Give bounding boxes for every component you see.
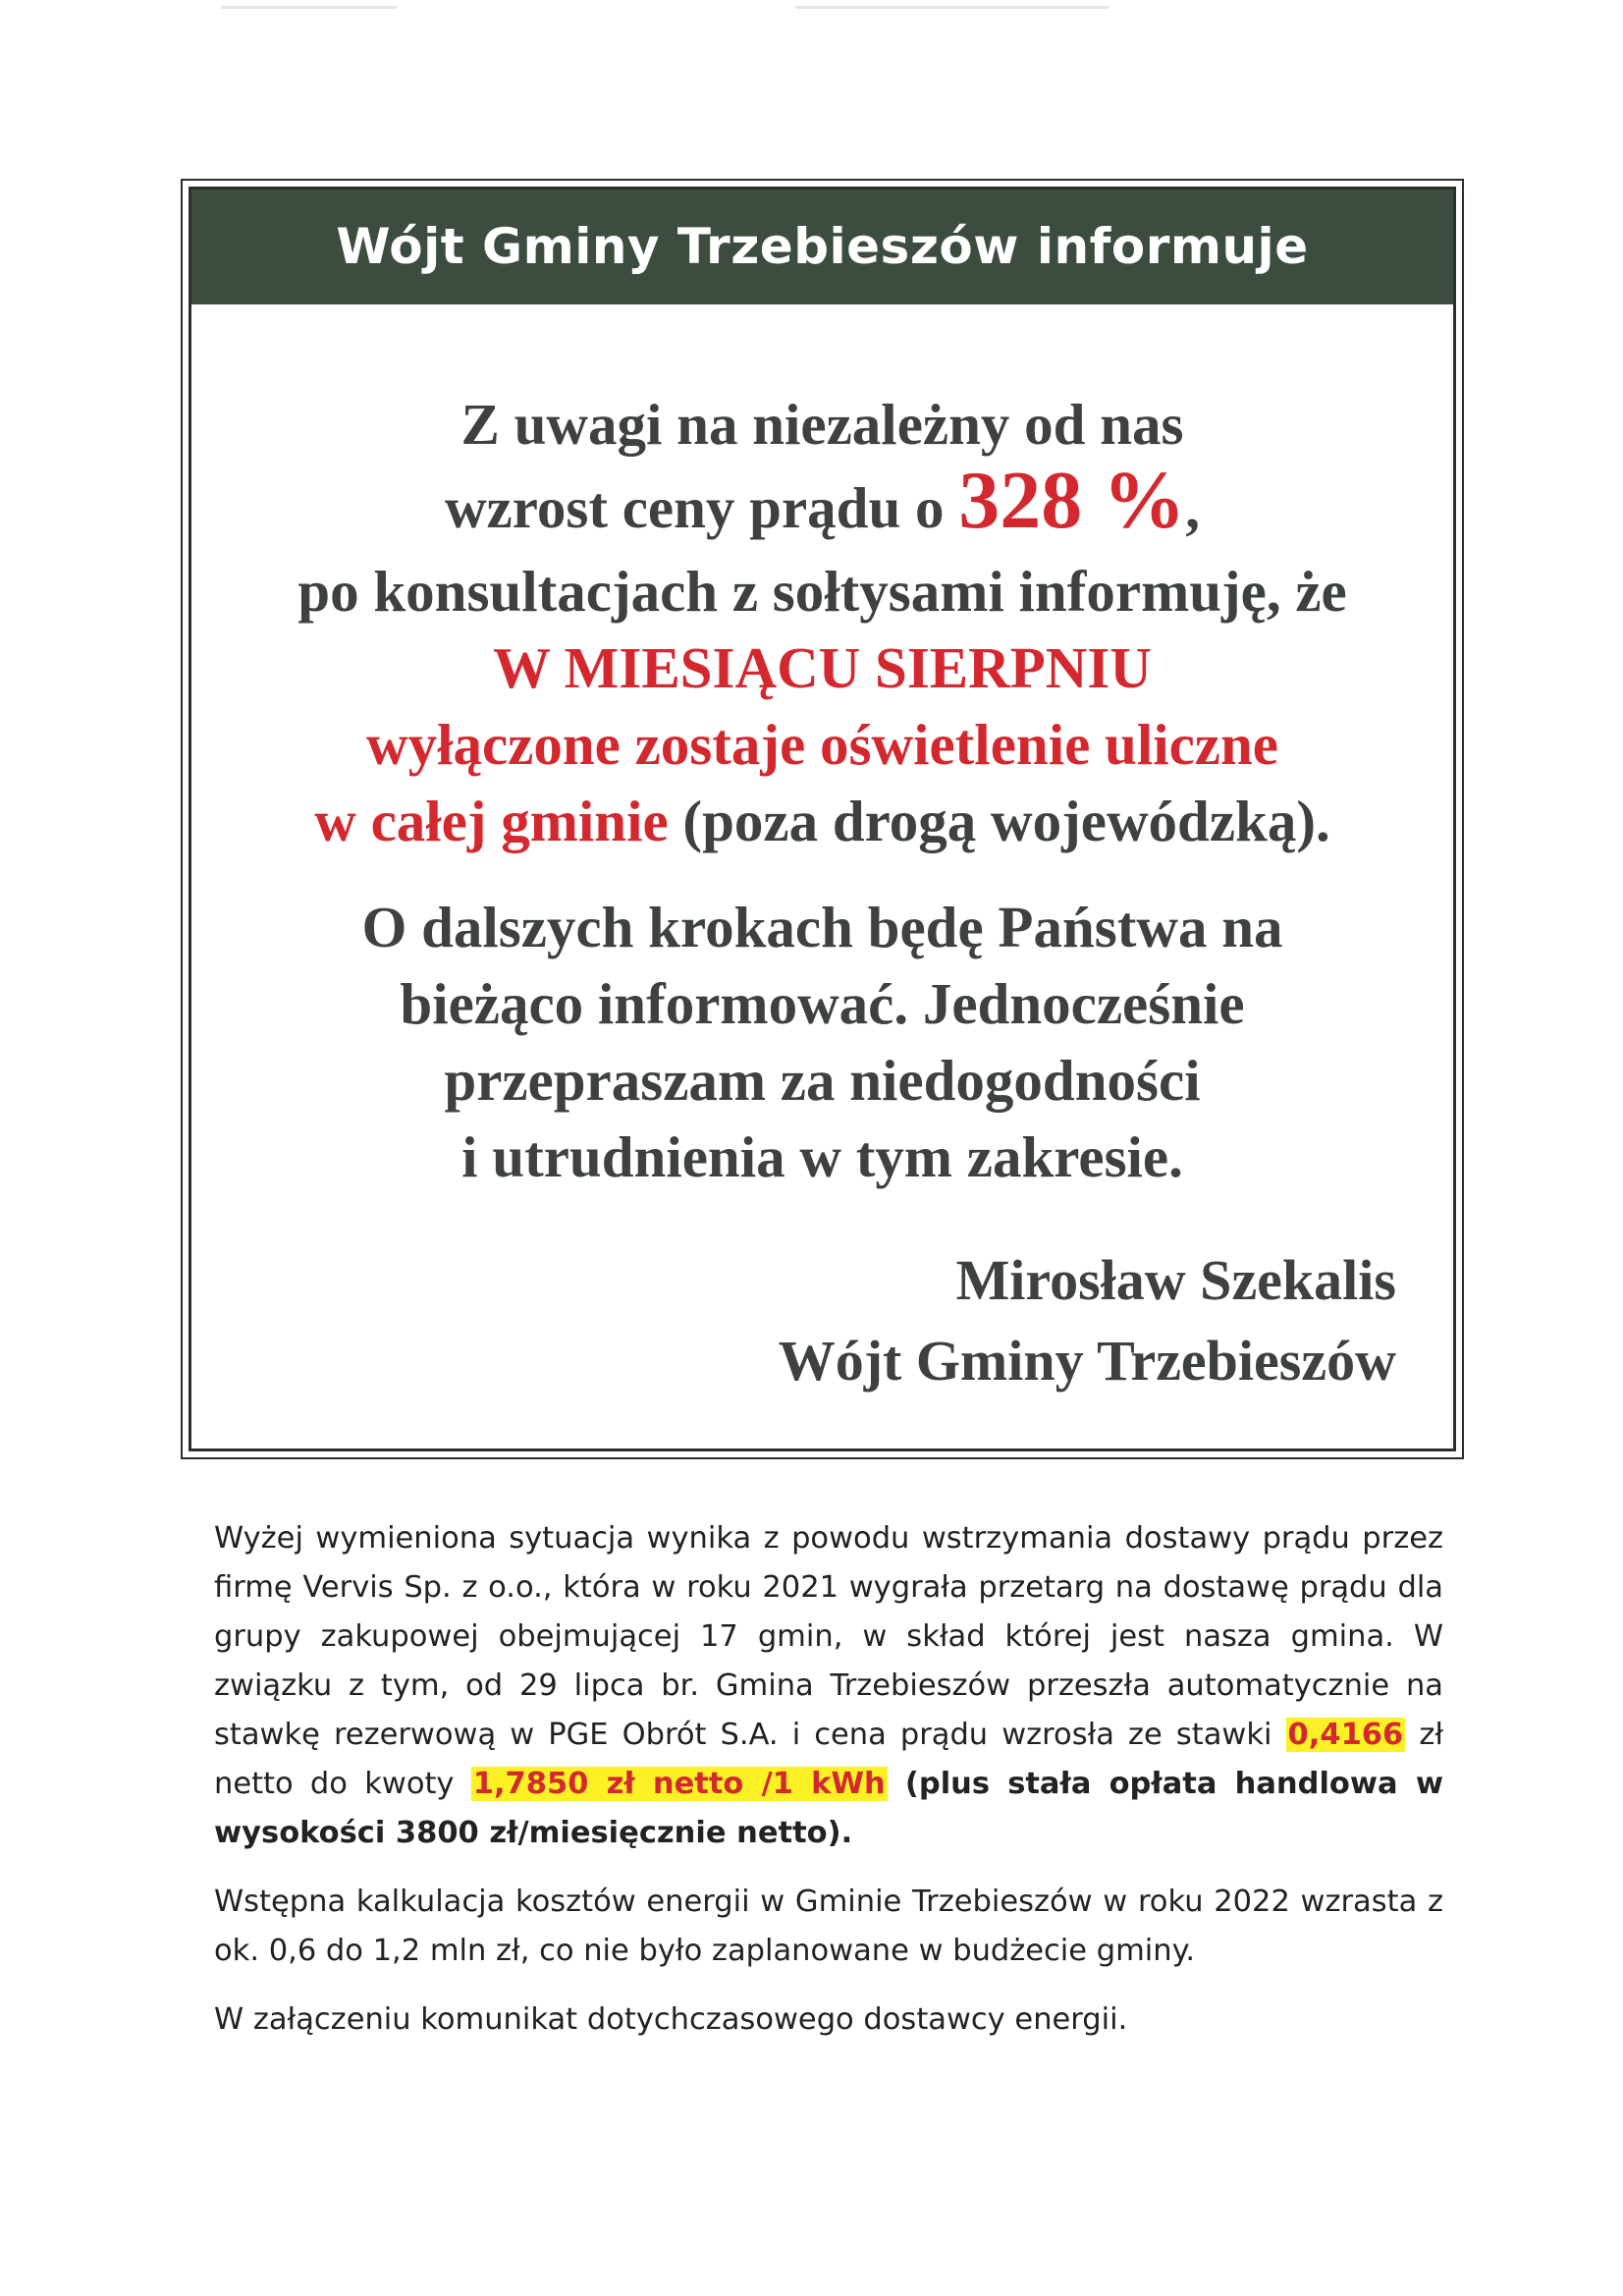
apology-line-1: O dalszych krokach będę Państwa na [361, 895, 1283, 959]
explanation-text-b: zł netto do kwoty [214, 1718, 1443, 1801]
notice-line-3: po konsultacjach z sołtysami informuję, że [298, 559, 1347, 624]
trade-fee-text: (plus stała opłata handlowa w wysokości 3800 zł/miesięcznie netto). [214, 1767, 1443, 1850]
comma: , [1185, 475, 1201, 540]
old-rate-highlight: 0,4166 [1287, 1718, 1404, 1752]
signature [779, 1240, 1396, 1401]
scan-artifact [221, 6, 398, 9]
notice-body [191, 386, 1453, 1195]
apology-line-4: i utrudnienia w tym zakresie. [461, 1124, 1183, 1189]
new-rate-highlight: 1,7850 zł netto /1 kWh [472, 1767, 886, 1801]
notice-line-6 [191, 783, 1453, 859]
paragraph-gap [191, 859, 1453, 889]
explanation-section [214, 1514, 1443, 2045]
signature-title: Wójt Gminy Trzebieszów [778, 1329, 1396, 1393]
scan-artifact [795, 6, 1109, 9]
notice-line-1: Z uwagi na niezależny od nas [460, 392, 1184, 457]
apology-line-2: bieżąco informować. Jednocześnie [400, 971, 1245, 1036]
notice-month: W MIESIĄCU SIERPNIU [493, 635, 1152, 700]
price-increase-text: wzrost ceny prądu o [444, 475, 959, 540]
whole-municipality: w całej gminie [314, 789, 669, 853]
explanation-paragraph-2: Wstępna kalkulacja kosztów energii w Gminie Trzebieszów w roku 2022 wzrasta z ok. 0,6 do 1,2 mln zł, co nie było zaplanowane w budżecie gminy. [214, 1885, 1443, 1968]
notice-box [189, 187, 1456, 1451]
exception-road: (poza drogą wojewódzką). [668, 789, 1330, 853]
explanation-paragraph-3: W załączeniu komunikat dotychczasowego dostawcy energii. [214, 2002, 1128, 2037]
apology-line-3: przepraszam za niedogodności [444, 1048, 1201, 1113]
signature-name: Mirosław Szekalis [955, 1248, 1396, 1312]
explanation-text-a: Wyżej wymieniona sytuacja wynika z powodu wstrzymania dostawy prądu przez firmę Vervis Sp. z o.o., która w roku 2021 wygrała przetarg na dostawę prądu dla grupy zakupowej obejmującej 17 gmin, w skład której jest nasza gmina. W związku z tym, od 29 lipca br. Gmina Trzebieszów przeszła automatycznie na stawkę rezerwową w PGE Obrót S.A. i cena prądu wzrosła ze stawki [214, 1521, 1443, 1752]
notice-lighting-off: wyłączone zostaje oświetlenie uliczne [366, 712, 1278, 777]
explanation-paragraph-1 [214, 1514, 1443, 1858]
price-increase-percent: 328 % [958, 455, 1186, 546]
notice-header: Wójt Gminy Trzebieszów informuje [191, 190, 1453, 304]
notice-line-2 [191, 455, 1453, 553]
